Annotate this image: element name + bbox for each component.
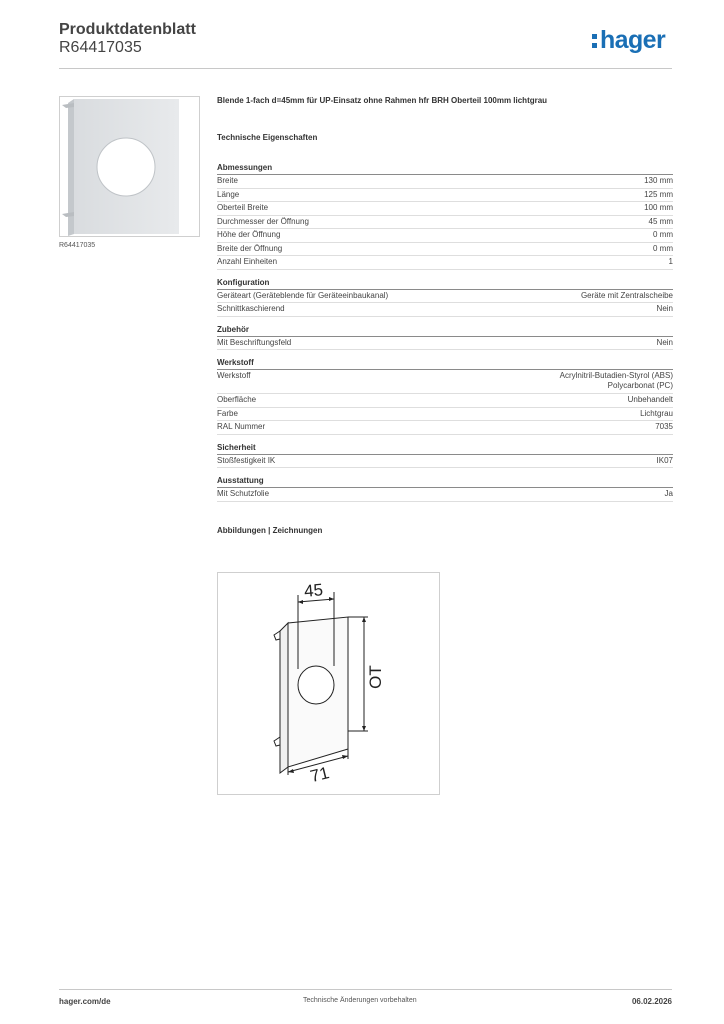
property-value [560,371,673,393]
property-label: Oberteil Breite [217,203,269,212]
thumbnail-caption: R64417035 [59,242,96,249]
property-value-line: 0 mm [653,243,673,253]
property-value [644,190,673,202]
property-row [217,337,673,351]
property-label: Mit Schutzfolie [217,489,270,498]
property-row [217,243,673,257]
property-row [217,229,673,243]
page-title: Produktdatenblatt [59,21,196,38]
hager-logo [592,26,665,55]
property-groups [217,163,673,502]
property-value-line: Ja [664,489,673,498]
property-row [217,175,673,189]
property-row [217,202,673,216]
property-row [217,189,673,203]
dim-opening-diameter: 45 [303,580,324,601]
cover-plate-image [60,97,199,236]
property-row [217,290,673,304]
property-value-line: 100 mm [644,203,673,212]
product-thumbnail [59,96,200,237]
property-value-line: IK07 [656,455,673,465]
property-label: Werkstoff [217,371,251,380]
property-label: Mit Beschriftungsfeld [217,337,292,347]
property-value [657,338,673,350]
section-technical-properties: Technische Eigenschaften [217,133,318,142]
property-value-line: 0 mm [653,230,673,239]
header-divider [59,68,672,69]
property-value [644,176,673,188]
group-heading: Konfiguration [217,278,673,290]
property-value [628,395,673,407]
property-value [657,304,673,316]
property-row [217,370,673,394]
property-value [644,203,673,215]
property-value-line: Geräte mit Zentralscheibe [580,290,673,300]
property-value [640,409,673,421]
dim-top-part-label: OT [366,665,385,689]
property-label: Schnittkaschierend [217,304,285,313]
property-label: Länge [217,189,240,199]
property-row [217,421,673,435]
property-value-line: 45 mm [648,216,673,226]
footer-website: hager.com/de [59,997,111,1006]
property-value [653,230,673,242]
property-row [217,303,673,317]
property-label: Höhe der Öffnung [217,230,281,239]
product-number: R64417035 [59,39,142,56]
property-row [217,408,673,422]
property-label: Durchmesser der Öffnung [217,216,309,226]
group-heading: Zubehör [217,325,673,337]
property-value-line: 125 mm [644,189,673,199]
property-label: Stoßfestigkeit IK [217,455,276,465]
property-label: Breite der Öffnung [217,243,283,253]
property-value-line: Lichtgrau [640,408,673,418]
property-row [217,455,673,469]
dimension-drawing [218,573,439,794]
property-value [653,244,673,256]
dim-depth: 71 [308,763,332,787]
property-row [217,394,673,408]
property-value-line: Polycarbonat (PC) [607,381,673,390]
property-value [581,291,673,303]
property-row [217,256,673,270]
property-value [655,422,673,434]
property-value-line: Nein [656,304,673,313]
group-heading: Abmessungen [217,163,673,175]
property-label: Oberfläche [217,395,257,404]
group-heading: Sicherheit [217,443,673,455]
property-row [217,216,673,230]
property-label: Farbe [217,408,238,418]
logo-dots-icon [592,31,598,50]
property-value-line: 130 mm [644,176,673,185]
group-heading: Werkstoff [217,358,673,370]
property-label: Geräteart (Geräteblende für Geräteeinbaukanal) [217,290,389,300]
property-label: Breite [217,176,238,185]
footer-divider [59,989,672,990]
property-value [665,489,673,501]
property-value-line: 1 [668,257,673,266]
property-value-line: Unbehandelt [627,395,673,404]
footer-date: 06.02.2026 [631,997,672,1006]
footer-disclaimer: Technische Änderungen vorbehalten [303,997,417,1004]
property-value [649,217,673,229]
technical-drawing [217,572,440,795]
property-value [657,456,673,468]
property-value [669,257,673,269]
product-details [217,96,673,535]
section-drawings: Abbildungen | Zeichnungen [217,525,323,535]
property-label: Anzahl Einheiten [217,257,278,266]
property-label: RAL Nummer [217,422,266,431]
property-value-line: Acrylnitril-Butadien-Styrol (ABS) [559,371,673,380]
property-value-line: 7035 [655,422,673,431]
logo-text: hager [600,26,666,54]
product-name: Blende 1-fach d=45mm für UP-Einsatz ohne Rahmen hfr BRH Oberteil 100mm lichtgrau [217,96,548,105]
property-value-line: Nein [656,337,673,347]
group-heading: Ausstattung [217,476,673,488]
property-row [217,488,673,502]
